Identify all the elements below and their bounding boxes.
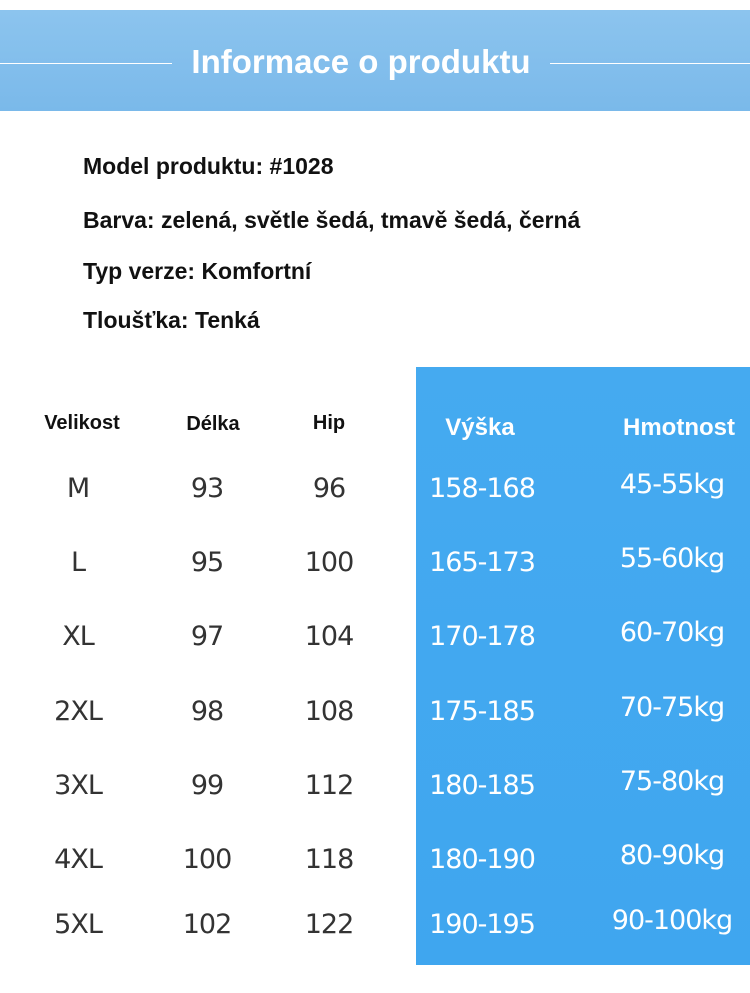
cell-height: 158-168 (429, 473, 535, 504)
cell-height: 170-178 (429, 621, 535, 652)
cell-height: 165-173 (429, 547, 535, 578)
cell-size: XL (62, 621, 94, 652)
header-height: Výška (445, 414, 515, 441)
cell-weight: 70-75kg (619, 692, 725, 723)
highlight-panel (416, 367, 750, 965)
cell-weight: 55-60kg (619, 543, 725, 574)
header-hip: Hip (312, 412, 346, 434)
cell-weight: 45-55kg (619, 469, 725, 500)
cell-weight: 60-70kg (619, 617, 725, 648)
cell-length: 95 (190, 547, 224, 578)
cell-size: L (70, 547, 86, 578)
cell-size: 3XL (54, 770, 102, 801)
cell-weight: 80-90kg (619, 840, 725, 871)
info-thickness: Tloušťka: Tenká (83, 307, 260, 333)
page-title: Informace o produktu (191, 43, 531, 80)
header-size: Velikost (44, 412, 120, 434)
cell-hip: 104 (304, 621, 354, 652)
title-banner (0, 10, 750, 111)
cell-length: 98 (190, 696, 224, 727)
cell-hip: 122 (304, 909, 354, 940)
cell-size: M (66, 473, 90, 504)
cell-size: 4XL (54, 844, 102, 875)
cell-hip: 100 (304, 547, 354, 578)
cell-length: 97 (190, 621, 224, 652)
cell-size: 2XL (54, 696, 102, 727)
cell-length: 102 (182, 909, 232, 940)
info-model: Model produktu: #1028 (83, 153, 334, 179)
info-color: Barva: zelená, světle šedá, tmavě šedá, černá (83, 207, 581, 233)
info-version: Typ verze: Komfortní (83, 258, 312, 284)
cell-height: 180-185 (429, 770, 535, 801)
cell-hip: 112 (304, 770, 354, 801)
cell-length: 99 (190, 770, 224, 801)
cell-length: 100 (182, 844, 232, 875)
cell-weight: 90-100kg (611, 905, 733, 936)
cell-size: 5XL (54, 909, 102, 940)
cell-length: 93 (190, 473, 224, 504)
cell-height: 175-185 (429, 696, 535, 727)
cell-height: 190-195 (429, 909, 535, 940)
header-weight: Hmotnost (623, 414, 735, 441)
cell-hip: 108 (304, 696, 354, 727)
cell-weight: 75-80kg (619, 766, 725, 797)
cell-hip: 118 (304, 844, 354, 875)
cell-hip: 96 (312, 473, 346, 504)
cell-height: 180-190 (429, 844, 535, 875)
header-length: Délka (186, 413, 240, 435)
